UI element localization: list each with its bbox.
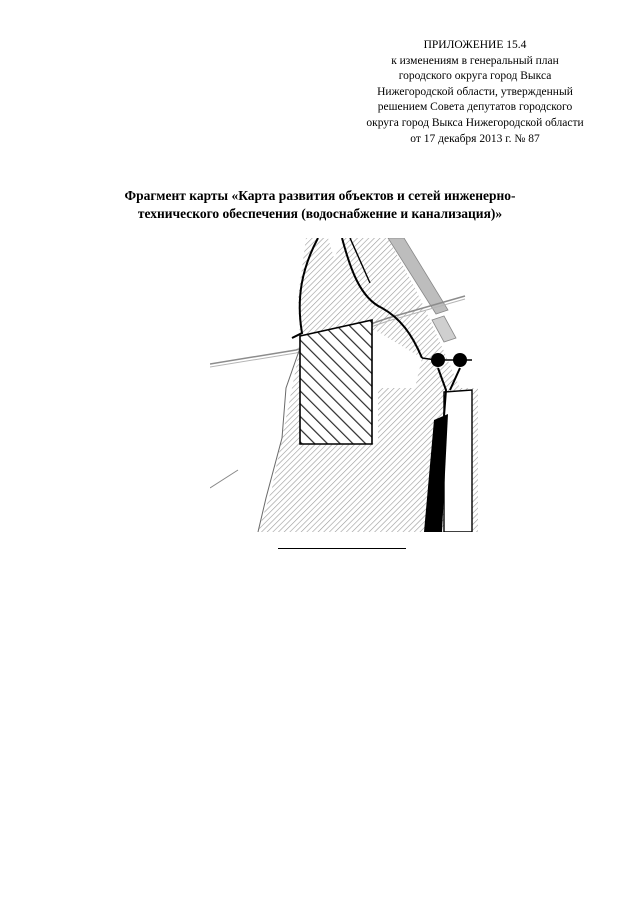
document-title [60,187,580,223]
hatched-planned-object [300,320,372,444]
document-title-line: Фрагмент карты «Карта развития объектов и сетей инженерно- [124,188,516,203]
map-fragment [210,238,478,532]
appendix-date-line: от 17 декабря 2013 г. № 87 [410,132,540,145]
footnote-separator [278,548,406,549]
appendix-line: округа город Выкса Нижегородской области [366,116,584,129]
building-outline [444,390,472,532]
appendix-line: решением Совета депутатов городского [377,101,573,114]
node-marker [431,353,445,367]
appendix-number: ПРИЛОЖЕНИЕ 15.4 [423,39,527,51]
appendix-line: городского округа город Выкса [398,70,552,83]
node-marker [453,353,467,367]
appendix-header [350,38,600,147]
appendix-line: к изменениям в генеральный план [391,54,559,67]
appendix-line: Нижегородской области, утвержденный [377,85,573,98]
document-title-line: технического обеспечения (водоснабжение и канализация)» [137,206,503,221]
